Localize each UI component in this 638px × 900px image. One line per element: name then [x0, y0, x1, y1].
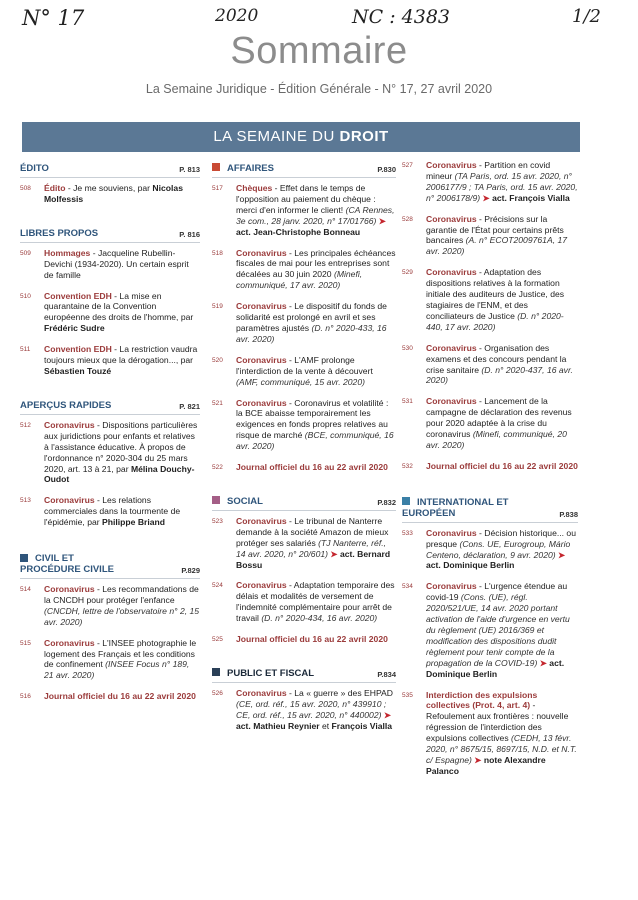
section-name-line2: PROCÉDURE CIVILE — [20, 564, 114, 576]
entry-citation: (AMF, communiqué, 15 avr. 2020) — [236, 376, 365, 387]
entry-number: 531 — [402, 398, 413, 406]
column-2 — [212, 160, 396, 742]
entry-513[interactable] — [20, 495, 200, 528]
arrow-icon: ➤ — [480, 192, 493, 203]
handwritten-page: 1/2 — [572, 6, 601, 27]
entry-tag: Coronavirus — [426, 342, 477, 353]
entry-author-2: François Vialla — [331, 720, 393, 731]
entry-number: 525 — [212, 636, 223, 644]
section-page: P.838 — [559, 509, 578, 519]
handwritten-number: N° 17 — [22, 6, 85, 30]
entry-tag: Coronavirus — [44, 419, 95, 430]
entry-citation: (CEDH, 13 févr. 2020, n° 8675/15, 8697/15, N.D. et N.T. c/ Espagne) — [426, 733, 577, 765]
section-apercus-rapides — [20, 387, 200, 415]
banner-light: LA SEMAINE DU — [213, 128, 340, 145]
entry-citation: (TA Paris, ord. 15 avr. 2020, n° 2006177/9 ; TA Paris, ord. 15 avr. 2020, n° 2006178/9) — [426, 170, 578, 203]
entry-510[interactable] — [20, 291, 200, 335]
entry-author: Philippe Briand — [102, 517, 166, 528]
arrow-icon: ➤ — [327, 548, 340, 559]
arrow-icon: ➤ — [381, 709, 392, 720]
section-square-icon — [402, 497, 410, 505]
entry-citation: (Cons. UE, Eurogroup, Mário Centeno, déclaration, 9 avr. 2020) — [426, 538, 571, 560]
entry-533[interactable] — [402, 528, 578, 572]
entry-number: 530 — [402, 344, 413, 352]
entry-520[interactable] — [212, 355, 396, 388]
journal-officiel-link: Journal officiel du 16 au 22 avril 2020 — [236, 462, 388, 473]
section-square-icon — [212, 668, 220, 676]
entry-citation: (CE, ord. réf., 15 avr. 2020, n° 439910 ; CE, ord. réf., 15 avr. 2020, n° 440002) — [236, 698, 387, 720]
entry-act: act. — [236, 720, 251, 731]
page-title: Sommaire — [230, 30, 408, 72]
entry-tag: Coronavirus — [236, 301, 287, 312]
entry-author: Dominique Berlin — [440, 560, 515, 571]
entry-citation: (BCE, communiqué, 16 avr. 2020) — [236, 430, 394, 452]
entry-text: - L'INSEE photographie le logement des Français et les conditions de confinement — [44, 637, 197, 670]
section-page: P. 821 — [179, 401, 200, 411]
entry-text: - L'urgence étendue au covid-19 — [426, 581, 568, 603]
section-page: P.830 — [377, 165, 396, 174]
entry-act: act. — [236, 226, 251, 237]
section-name — [20, 553, 114, 575]
entry-526[interactable] — [212, 688, 396, 732]
entry-tag: Chèques — [236, 183, 273, 193]
entry-act: note — [483, 754, 502, 765]
column-1 — [20, 160, 200, 712]
entry-519[interactable] — [212, 301, 396, 345]
entry-tag: Coronavirus — [236, 580, 287, 591]
section-page: P.832 — [377, 497, 396, 507]
entry-523[interactable] — [212, 516, 396, 571]
entry-citation: (Minefi, communiqué, 17 avr. 2020) — [236, 269, 363, 291]
entry-act: act. — [549, 657, 565, 668]
entry-number: 511 — [20, 346, 31, 354]
section-public-fiscal — [212, 655, 396, 683]
entry-number: 524 — [212, 582, 223, 590]
banner-bold: DROIT — [339, 128, 389, 145]
journal-officiel-link: Journal officiel du 16 au 22 avril 2020 — [426, 460, 578, 471]
entry-518[interactable] — [212, 248, 396, 292]
entry-act: act. — [492, 192, 507, 203]
entry-number: 527 — [402, 162, 413, 169]
entry-text: - Coronavirus et volatilité : la BCE abaisse temporairement les exigences en fonds propres relatives au risque de marché — [236, 397, 389, 441]
entry-text: - Dispositions particulières aux juridictions pour enfants et relatives à l'assistance éducative. À propos de l'ordonnance n° 2020-304 du 25 mars 2020, art. 13 à 21, par — [44, 419, 198, 474]
entry-516[interactable] — [20, 691, 200, 702]
entry-tag: Coronavirus — [236, 688, 287, 698]
entry-508[interactable] — [20, 183, 200, 205]
entry-tag: Coronavirus — [44, 637, 95, 648]
entry-text: - Décision historique... ou presque — [426, 527, 576, 549]
entry-number: 535 — [402, 691, 413, 699]
section-name-text: SOCIAL — [227, 495, 263, 507]
section-name-text: AFFAIRES — [227, 163, 274, 174]
entry-text: - Le tribunal de Nanterre demande à la société Amazon de mieux protéger ses salariés — [236, 515, 389, 548]
entry-text: - Partition en covid mineur — [426, 160, 551, 181]
entry-number: 523 — [212, 517, 223, 525]
entry-535[interactable] — [402, 690, 578, 777]
entry-number: 529 — [402, 269, 413, 277]
entry-text: - Les recommandations de la CNCDH pour protéger l'enfance — [44, 584, 199, 605]
entry-author: Bernard Bossu — [236, 548, 391, 570]
entry-act: act. — [426, 560, 441, 571]
entry-534[interactable] — [402, 581, 578, 679]
section-square-icon — [212, 496, 220, 504]
entry-number: 517 — [212, 185, 223, 192]
entry-tag: Coronavirus — [426, 267, 477, 278]
entry-532[interactable] — [402, 461, 578, 472]
section-social — [212, 483, 396, 511]
entry-text: - L'AMF prolonge l'interdiction de la vente à découvert — [236, 354, 373, 376]
entry-author: Frédéric Sudre — [44, 323, 105, 334]
entry-number: 518 — [212, 249, 223, 257]
section-page: P.834 — [377, 670, 396, 679]
entry-529[interactable] — [402, 267, 578, 332]
section-civil — [20, 538, 200, 579]
handwritten-reference: NC : 4383 — [352, 6, 450, 28]
section-name: APERÇUS RAPIDES — [20, 399, 112, 411]
entry-number: 510 — [20, 292, 31, 300]
section-page: P. 816 — [179, 229, 200, 239]
entry-citation: (TJ Nanterre, réf., 14 avr. 2020, n° 20/601) — [236, 537, 386, 559]
entry-tag: Coronavirus — [44, 584, 95, 595]
section-libres-propos — [20, 215, 200, 243]
entry-text: - La restriction vaudra toujours mieux que la dérogation..., par — [44, 344, 198, 366]
entry-tag: Convention EDH — [44, 290, 112, 301]
entry-511[interactable] — [20, 344, 200, 377]
entry-citation: (Cons. (UE), régl. 2020/521/UE, 14 avr. 2020 portant activation de l'aide d'urgence en vertu du règlement (UE) 2016/369 et modification des dispositions dudit règlement pour tenir compte de la propagation de la COVID-19) — [426, 592, 570, 668]
entry-number: 515 — [20, 639, 31, 647]
entry-text: - Adaptation temporaire des délais et modalités de versement de l'indemnité complémentaire pour arrêt de travail — [236, 580, 395, 624]
entry-tag: Coronavirus — [426, 213, 477, 224]
section-name-text: PUBLIC ET FISCAL — [227, 668, 315, 679]
section-edito — [20, 160, 200, 178]
entry-citation: (D. n° 2020-437, 16 avr. 2020) — [426, 364, 573, 386]
section-page: P.829 — [181, 566, 200, 576]
entry-act: act. — [339, 548, 355, 559]
entry-text: - Refoulement aux frontières : nouvelle régression de l'interdiction des expulsions collectives — [426, 700, 569, 744]
entry-author: Jean-Christophe Bonneau — [250, 226, 361, 237]
entry-515[interactable] — [20, 638, 200, 682]
entry-tag: Coronavirus — [426, 396, 477, 407]
entry-author: Mélina Douchy-Oudot — [44, 463, 195, 485]
section-name — [212, 668, 314, 679]
entry-number: 520 — [212, 356, 223, 364]
entry-number: 526 — [212, 690, 223, 697]
entry-tag: Interdiction des expulsions collectives (Prot. 4, art. 4) — [426, 689, 538, 711]
entry-tag: Coronavirus — [426, 160, 477, 170]
section-name — [402, 497, 508, 519]
journal-officiel-link: Journal officiel du 16 au 22 avril 2020 — [44, 691, 196, 702]
page-subtitle: La Semaine Juridique - Édition Générale - N° 17, 27 avril 2020 — [145, 82, 493, 96]
entry-citation: (INSEE Focus n° 189, 21 avr. 2020) — [44, 659, 190, 681]
entry-text: - Les principales échéances fiscales de mai pour les entreprises sont décalées au 30 juin 2020 — [236, 247, 396, 280]
entry-number: 512 — [20, 421, 31, 429]
entry-number: 508 — [20, 185, 31, 192]
section-name-line1: INTERNATIONAL ET — [417, 496, 509, 508]
entry-tag: Coronavirus — [236, 247, 287, 258]
entry-text: - La mise en quarantaine de la Convention européenne des droits de l'homme, par — [44, 290, 194, 323]
entry-text: - Les relations commerciales dans la tourmente de l'épidémie, par — [44, 495, 181, 528]
entry-text: - Effet dans le temps de l'opposition au paiement du chèque : merci d'en informer le client! — [236, 183, 376, 215]
entry-conjunction: et — [319, 720, 332, 731]
entry-tag: Coronavirus — [236, 354, 287, 365]
entry-text: - Lancement de la campagne de déclaration des revenus pour 2020 adaptée à la crise du coronavirus — [426, 396, 572, 440]
entry-number: 521 — [212, 399, 223, 407]
entry-text: - Précisions sur la garantie de l'État pour certains prêts bancaires — [426, 213, 564, 246]
entry-citation: (D. n° 2020-433, 16 avr. 2020) — [236, 322, 387, 344]
entry-number: 513 — [20, 497, 31, 505]
entry-number: 528 — [402, 215, 413, 223]
entry-text: - Jacqueline Rubellin-Devichi (1934-2020). Un certain esprit de famille — [44, 247, 189, 280]
arrow-icon: ➤ — [537, 657, 550, 668]
column-3 — [402, 160, 578, 787]
entry-number: 509 — [20, 249, 31, 257]
entry-number: 522 — [212, 464, 223, 472]
section-name — [212, 496, 263, 507]
entry-citation: (CA Rennes, 3e com., 28 janv. 2020, n° 17/01766) — [236, 204, 395, 226]
section-square-icon — [20, 554, 28, 562]
entry-tag: Coronavirus — [44, 495, 95, 506]
entry-tag: Hommages — [44, 247, 91, 258]
entry-521[interactable] — [212, 398, 396, 453]
entry-citation: (D. n° 2020-440, 17 avr. 2020) — [426, 310, 564, 332]
entry-509[interactable] — [20, 248, 200, 281]
entry-text: - La « guerre » des EHPAD — [286, 688, 393, 698]
entry-number: 514 — [20, 586, 31, 594]
entry-author: Alexandre Palanco — [426, 754, 546, 776]
entry-citation: (Minefi, communiqué, 20 avr. 2020) — [426, 429, 567, 450]
entry-number: 532 — [402, 462, 413, 470]
entry-author: Dominique Berlin — [426, 668, 498, 679]
entry-author: François Vialla — [506, 192, 570, 203]
entry-number: 533 — [402, 529, 413, 537]
entry-author: Sébastien Touzé — [44, 365, 112, 376]
journal-officiel-link: Journal officiel du 16 au 22 avril 2020 — [236, 634, 388, 645]
entry-number: 516 — [20, 693, 31, 701]
entry-524[interactable] — [212, 580, 396, 624]
section-international — [402, 482, 578, 523]
section-name — [212, 163, 274, 174]
entry-text: - Je me souviens, par — [65, 183, 153, 193]
handwritten-year: 2020 — [215, 6, 259, 26]
entry-citation: (D. n° 2020-434, 16 avr. 2020) — [261, 613, 378, 624]
entry-tag: Coronavirus — [426, 581, 477, 592]
entry-tag: Édito — [44, 183, 66, 193]
entry-text: - Le dispositif du fonds de solidarité est prolongé en avril et ses paramètres ajustés — [236, 301, 387, 333]
arrow-icon: ➤ — [376, 215, 386, 226]
section-name: LIBRES PROPOS — [20, 227, 99, 239]
section-name: ÉDITO — [20, 163, 49, 174]
entry-525[interactable] — [212, 634, 396, 645]
entry-text: - Organisation des examens et des concours pendant la crise sanitaire — [426, 342, 567, 375]
entry-530[interactable] — [402, 343, 578, 387]
entry-514[interactable] — [20, 584, 200, 628]
entry-number: 534 — [402, 583, 413, 591]
section-name-line1: CIVIL ET — [35, 553, 74, 565]
entry-531[interactable] — [402, 396, 578, 451]
entry-tag: Coronavirus — [426, 527, 477, 538]
entry-author: Nicolas Molfessis — [44, 183, 183, 204]
entry-number: 519 — [212, 303, 223, 311]
entry-tag: Convention EDH — [44, 344, 112, 355]
arrow-icon: ➤ — [471, 754, 484, 765]
section-page: P. 813 — [179, 165, 200, 174]
section-square-icon — [212, 163, 220, 171]
entry-522[interactable] — [212, 462, 396, 473]
entry-tag: Coronavirus — [236, 397, 287, 408]
entry-528[interactable] — [402, 214, 578, 258]
entry-517[interactable] — [212, 183, 396, 238]
entry-author: Mathieu Reynier — [250, 720, 320, 731]
section-affaires — [212, 160, 396, 178]
section-name-line2: EUROPÉEN — [402, 507, 456, 519]
arrow-icon: ➤ — [555, 549, 566, 560]
entry-text: - Adaptation des dispositions relatives à la formation initiale des auditeurs de Justice, des stagiaires de l'ENM, et des conciliateurs de Justice — [426, 267, 565, 321]
section-banner — [22, 122, 580, 152]
entry-citation: (CNCDH, lettre de l'observatoire n° 2, 15 avr. 2020) — [44, 605, 200, 627]
entry-citation: (A. n° ECOT2009761A, 17 avr. 2020) — [426, 235, 568, 257]
entry-512[interactable] — [20, 420, 200, 485]
entry-tag: Coronavirus — [236, 515, 287, 526]
entry-527[interactable] — [402, 160, 578, 204]
